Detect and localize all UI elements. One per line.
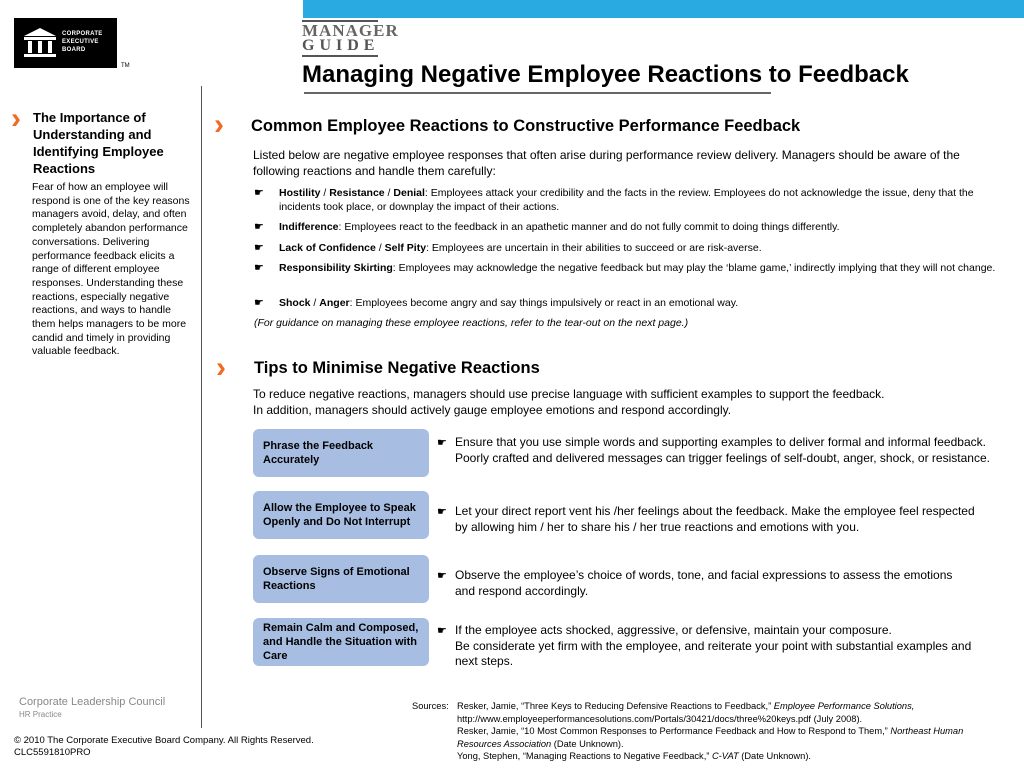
source-line <box>457 738 1017 751</box>
hand-pointer-icon: ☛ <box>437 625 447 637</box>
reaction-term: Anger <box>319 297 350 309</box>
section1-chevron-icon: › <box>214 108 224 141</box>
tip-text: If the employee acts shocked, aggressive, or defensive, maintain your composure. <box>455 623 892 637</box>
reaction-description: : Employees are uncertain in their abilities to succeed or are risk-averse. <box>426 242 762 254</box>
hand-pointer-icon: ☛ <box>437 506 447 518</box>
source-publication: C-VAT <box>711 751 739 761</box>
sidebar-heading: The Importance of Understanding and Identifying Employee Reactions <box>33 110 164 176</box>
tip-description <box>437 568 975 599</box>
footer-practice: HR Practice <box>19 710 62 719</box>
separator: / <box>320 187 330 199</box>
sidebar-chevron-icon: › <box>11 102 21 135</box>
section1-heading: Common Employee Reactions to Constructive Performance Feedback <box>251 117 801 135</box>
reaction-term: Resistance <box>329 187 385 199</box>
reaction-term: Responsibility Skirting <box>279 262 393 274</box>
separator: / <box>310 297 320 309</box>
reaction-term: Self Pity <box>384 242 427 254</box>
source-publication: Employee Performance Solutions, <box>773 701 915 711</box>
logo-line-2: EXECUTIVE <box>62 39 99 45</box>
reaction-item <box>254 296 999 310</box>
sources-list <box>457 700 1017 763</box>
reaction-item <box>254 186 979 214</box>
copyright-text: © 2010 The Corporate Executive Board Company. All Rights Reserved. <box>14 735 314 746</box>
hand-pointer-icon: ☛ <box>254 221 264 233</box>
tip-label-box: Remain Calm and Composed, and Handle the Situation with Care <box>253 618 429 666</box>
source-line <box>457 700 1017 713</box>
section1-intro: Listed below are negative employee responses that often arise during performance review delivery. Managers should be aware of the following reactions and handle them carefully: <box>253 148 960 178</box>
reaction-item <box>254 241 999 255</box>
title-underline <box>304 92 771 94</box>
tip-description <box>437 504 975 535</box>
hand-pointer-icon: ☛ <box>254 262 264 274</box>
tip-description <box>437 623 995 670</box>
source-line <box>457 750 1017 763</box>
section2-intro-1: To reduce negative reactions, managers should use precise language with sufficient examples to support the feedback. <box>253 387 885 401</box>
source-publication: Northeast Human <box>890 726 964 736</box>
hand-pointer-icon: ☛ <box>437 570 447 582</box>
guide-badge-rule-bottom <box>302 55 378 57</box>
column-divider <box>201 86 202 728</box>
separator: / <box>375 242 385 254</box>
reaction-term: Shock <box>279 297 311 309</box>
section1-note: (For guidance on managing these employee reactions, refer to the tear-out on the next page.) <box>254 317 689 329</box>
guide-badge-guide: GUIDE <box>302 37 380 54</box>
source-line <box>457 725 1017 738</box>
sources-label: Sources: <box>412 701 449 711</box>
source-publication: Resources Association <box>457 738 552 749</box>
tip-text: Ensure that you use simple words and supporting examples to deliver formal and informal feedback. Poorly crafted and delivered messages can trigger feelings of self-doubt, anger, shock, or resistance. <box>455 435 990 465</box>
logo-wordmark <box>62 30 103 54</box>
hand-pointer-icon: ☛ <box>254 187 264 199</box>
reaction-description: : Employees attack your credibility and the facts in the review. Employees do not acknowledge the issue, deny that the incidents took place, or downplay the impact of their actions. <box>279 187 974 213</box>
source-text: Resker, Jamie, “10 Most Common Responses to Performance Feedback and How to Respond to Them,” <box>457 726 891 736</box>
logo-line-3: BOARD <box>62 47 86 53</box>
document-code: CLC5591810PRO <box>14 747 91 758</box>
hand-pointer-icon: ☛ <box>254 297 264 309</box>
source-text: (Date Unknown). <box>738 751 811 761</box>
tip-label-box: Observe Signs of Emotional Reactions <box>253 555 429 603</box>
source-line: http://www.employeeperformancesolutions.com/Portals/30421/docs/three%20keys.pdf (July 2008). <box>457 713 863 724</box>
hand-pointer-icon: ☛ <box>437 437 447 449</box>
page-title: Managing Negative Employee Reactions to Feedback <box>302 61 909 88</box>
tip-text: Be considerate yet firm with the employee, and reiterate your point with substantial examples and next steps. <box>455 638 972 668</box>
guide-badge-manager: MANAGER <box>302 21 399 40</box>
sidebar-body: Fear of how an employee will respond is one of the key reasons managers avoid, delay, and often completely abandon performance conversations. Delivering performance feedback elicits a range of different employee responses. Understanding these reactions, especially negative reactions, and ways to handle them helps managers to be more candid and timely in providing valuable feedback. <box>32 181 190 358</box>
reaction-description: : Employees may acknowledge the negative feedback but may play the ‘blame game,’ indirectly implying that they will not change. <box>392 262 996 274</box>
reaction-term: Lack of Confidence <box>279 242 376 254</box>
hand-pointer-icon: ☛ <box>254 242 264 254</box>
reaction-term: Denial <box>393 187 425 199</box>
reaction-term: Hostility <box>279 187 321 199</box>
section2-chevron-icon: › <box>216 351 226 384</box>
separator: / <box>384 187 394 199</box>
section2-intro-2: In addition, managers should actively gauge employee emotions and respond accordingly. <box>253 403 732 417</box>
reaction-item <box>254 220 999 234</box>
reaction-item <box>254 261 1004 275</box>
footer-copyright <box>14 735 314 759</box>
tip-text: Observe the employee’s choice of words, tone, and facial expressions to assess the emotions and respond accordingly. <box>455 568 953 598</box>
tip-label-box: Allow the Employee to Speak Openly and Do Not Interrupt <box>253 491 429 539</box>
tip-label-box: Phrase the Feedback Accurately <box>253 429 429 477</box>
building-icon <box>20 25 60 61</box>
reaction-description: : Employees become angry and say things impulsively or react in an emotional way. <box>349 297 739 309</box>
reaction-description: : Employees react to the feedback in an apathetic manner and do not fully commit to doing things differently. <box>338 221 840 233</box>
tip-description <box>437 435 995 466</box>
section2-heading: Tips to Minimise Negative Reactions <box>254 359 540 377</box>
reaction-term: Indifference <box>279 221 339 233</box>
top-accent-bar <box>303 0 1024 18</box>
footer-council: Corporate Leadership Council <box>19 696 166 708</box>
source-text: (Date Unknown). <box>551 738 624 749</box>
tip-text: Let your direct report vent his /her feelings about the feedback. Make the employee feel respected by allowing him / her to share his / her true reactions and emotions with you. <box>455 504 975 534</box>
source-text: Resker, Jamie, “Three Keys to Reducing Defensive Reactions to Feedback,” <box>457 701 774 711</box>
trademark: TM <box>121 63 130 69</box>
logo-line-1: CORPORATE <box>62 31 103 37</box>
source-text: Yong, Stephen, “Managing Reactions to Negative Feedback,” <box>457 751 712 761</box>
